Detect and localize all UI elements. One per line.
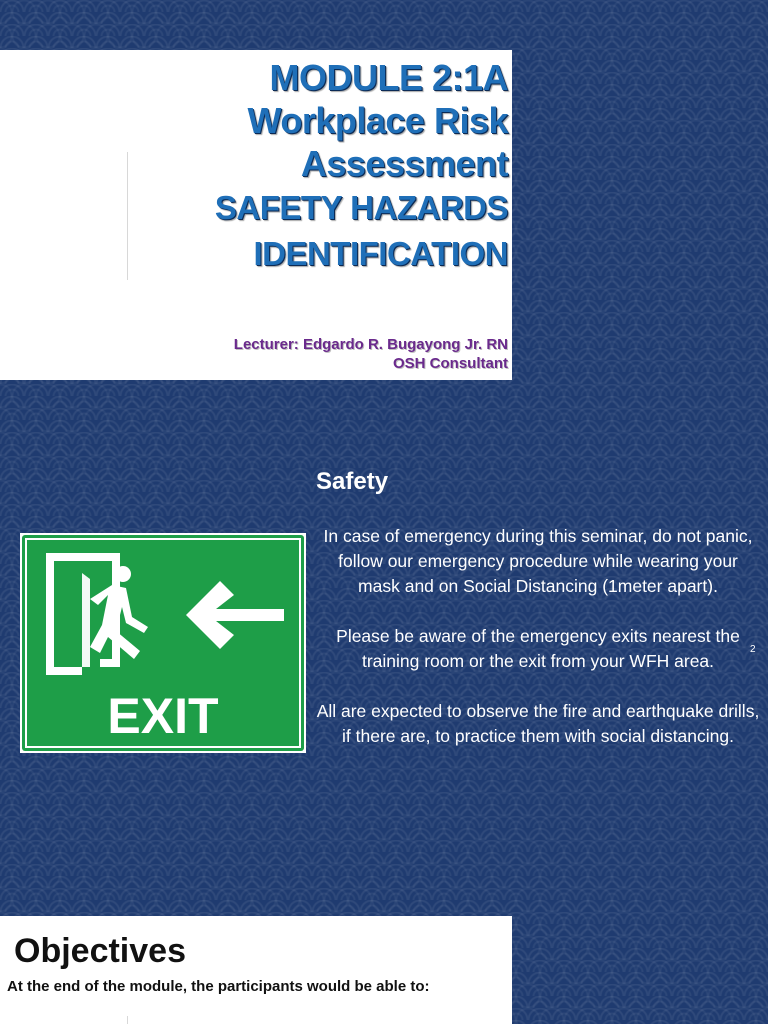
- lecturer-name: Lecturer: Edgardo R. Bugayong Jr. RN: [233, 336, 508, 353]
- safety-instructions: [316, 524, 760, 774]
- title-line: Assessment: [300, 143, 508, 184]
- safety-paragraph: All are expected to observe the fire and earthquake drills, if there are, to practice them with social distancing.: [316, 701, 760, 746]
- title-line: Workplace Risk: [247, 100, 508, 141]
- safety-paragraph: In case of emergency during this seminar, do not panic, follow our emergency procedure while wearing your mask and on Social Distancing (1meter apart).: [323, 526, 753, 596]
- safety-paragraph: Please be aware of the emergency exits nearest the training room or the exit from your WFH area.: [336, 626, 740, 671]
- title-line: MODULE 2:1A: [269, 57, 508, 98]
- objectives-intro: At the end of the module, the participants would be able to:: [7, 978, 430, 995]
- lecturer-info: [234, 335, 508, 373]
- divider: [127, 1016, 128, 1024]
- lecturer-role: OSH Consultant: [393, 355, 508, 372]
- objectives-title: Objectives: [14, 932, 186, 970]
- safety-heading: Safety: [316, 468, 389, 495]
- objectives-slide: [0, 916, 512, 1024]
- title-slide: [0, 50, 512, 380]
- module-title: [38, 56, 508, 277]
- slide-number: 2: [750, 644, 756, 655]
- subtitle-line: IDENTIFICATION: [253, 235, 508, 272]
- exit-sign: [20, 533, 306, 753]
- subtitle-line: SAFETY HAZARDS: [214, 189, 508, 226]
- exit-text: EXIT: [107, 688, 219, 744]
